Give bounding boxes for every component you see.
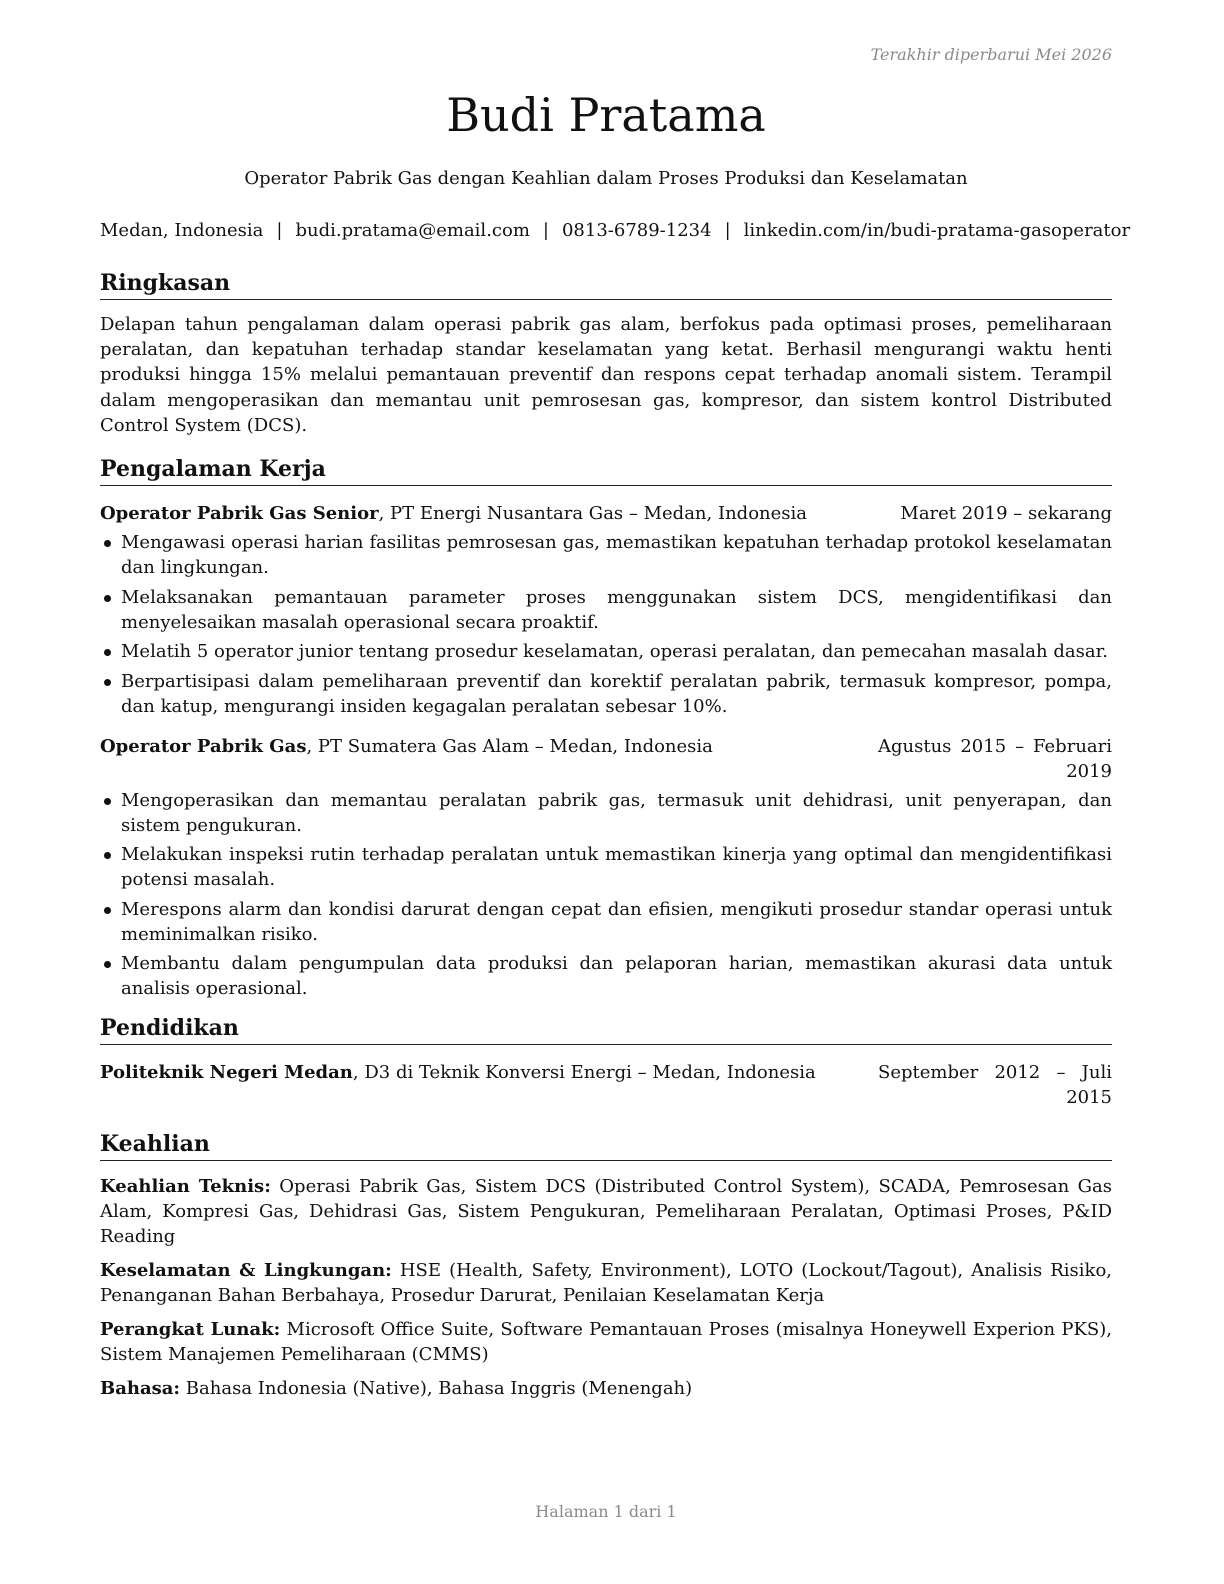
job-dates: Maret 2019 – sekarang	[900, 503, 1112, 525]
tagline: Operator Pabrik Gas dengan Keahlian dalam Proses Produksi dan Keselamatan	[244, 168, 968, 189]
list-item: Melakukan inspeksi rutin terhadap peralatan untuk memastikan kinerja yang optimal dan mengidentifikasi potensi masalah.	[100, 842, 1112, 892]
candidate-name: Budi Pratama	[446, 88, 766, 142]
skill-group	[100, 1376, 1112, 1401]
summary-text: Delapan tahun pengalaman dalam operasi pabrik gas alam, berfokus pada optimasi proses, pemeliharaan peralatan, dan kepatuhan terhadap standar keselamatan yang ketat. Berhasil mengurangi waktu henti produksi hingga 15% melalui pemantauan preventif dan respons cepat terhadap anomali sistem. Terampil dalam mengoperasikan dan memantau unit pemrosesan gas, kompresor, dan sistem kontrol Distributed Control System (DCS).	[100, 314, 1112, 436]
skill-text: Bahasa Indonesia (Native), Bahasa Inggris (Menengah)	[180, 1378, 693, 1400]
education-section	[100, 1013, 1112, 1110]
contact-location: Medan, Indonesia	[100, 220, 264, 241]
job-company: , PT Sumatera Gas Alam – Medan, Indonesia	[306, 735, 713, 757]
list-item: Melatih 5 operator junior tentang prosedur keselamatan, operasi peralatan, dan pemecahan masalah dasar.	[100, 639, 1112, 664]
contact-line	[100, 220, 1131, 241]
skill-group	[100, 1174, 1112, 1249]
contact-email[interactable]: budi.pratama@email.com	[295, 220, 530, 241]
job-company: , PT Energi Nusantara Gas – Medan, Indonesia	[378, 503, 808, 525]
skill-group	[100, 1317, 1112, 1367]
job-entry	[100, 501, 1112, 719]
job-header	[100, 501, 1112, 526]
experience-section	[100, 454, 1112, 1001]
skills-section	[100, 1129, 1112, 1401]
job-role: Operator Pabrik Gas Senior	[100, 503, 379, 525]
skill-label: Bahasa:	[100, 1378, 181, 1400]
education-school: Politeknik Negeri Medan	[100, 1062, 353, 1084]
job-dates: Agustus 2015 – Februari 2019	[878, 735, 1112, 782]
contact-separator: |	[724, 220, 731, 241]
list-item: Membantu dalam pengumpulan data produksi dan pelaporan harian, memastikan akurasi data untuk analisis operasional.	[100, 951, 1112, 1001]
list-item: Merespons alarm dan kondisi darurat dengan cepat dan efisien, mengikuti prosedur standar operasi untuk meminimalkan risiko.	[100, 897, 1112, 947]
skill-text: HSE (Health, Safety, Environment), LOTO (Lockout/Tagout), Analisis Risiko, Penanganan Bahan Berbahaya, Prosedur Darurat, Penilaian Keselamatan Kerja	[100, 1260, 1113, 1307]
list-item: Berpartisipasi dalam pemeliharaan preventif dan korektif peralatan pabrik, termasuk kompresor, pompa, dan katup, mengurangi insiden kegagalan peralatan sebesar 10%.	[100, 669, 1112, 719]
resume-page	[100, 0, 1131, 1584]
contact-separator: |	[276, 220, 283, 241]
page-number: Halaman 1 dari 1	[535, 1502, 677, 1521]
section-title-summary: Ringkasan	[100, 268, 1112, 300]
skill-label: Keahlian Teknis:	[100, 1176, 271, 1198]
skill-text: Operasi Pabrik Gas, Sistem DCS (Distributed Control System), SCADA, Pemrosesan Gas Alam, Kompresi Gas, Dehidrasi Gas, Sistem Pengukuran, Pemeliharaan Peralatan, Optimasi Proses, P&ID Reading	[100, 1176, 1112, 1248]
list-item: Melaksanakan pemantauan parameter proses menggunakan sistem DCS, mengidentifikasi dan menyelesaikan masalah operasional secara proaktif.	[100, 585, 1112, 635]
job-bullets	[100, 530, 1112, 719]
section-title-skills: Keahlian	[100, 1129, 1112, 1161]
list-item: Mengoperasikan dan memantau peralatan pabrik gas, termasuk unit dehidrasi, unit penyerapan, dan sistem pengukuran.	[100, 788, 1112, 838]
skill-group	[100, 1258, 1112, 1308]
education-dates: September 2012 – Juli 2015	[878, 1062, 1112, 1109]
skill-text: Microsoft Office Suite, Software Pemantauan Proses (misalnya Honeywell Experion PKS), Sistem Manajemen Pemeliharaan (CMMS)	[100, 1319, 1112, 1366]
last-updated: Terakhir diperbarui Mei 2026	[870, 45, 1112, 64]
section-title-education: Pendidikan	[100, 1013, 1112, 1045]
section-title-experience: Pengalaman Kerja	[100, 454, 1112, 486]
job-role: Operator Pabrik Gas	[100, 735, 307, 757]
job-header	[100, 734, 1112, 784]
summary-section	[100, 268, 1112, 438]
education-entry	[100, 1060, 1112, 1110]
education-detail: , D3 di Teknik Konversi Energi – Medan, Indonesia	[352, 1062, 816, 1084]
skill-label: Perangkat Lunak:	[100, 1319, 281, 1341]
contact-linkedin[interactable]: linkedin.com/in/budi-pratama-gasoperator	[743, 220, 1131, 241]
list-item: Mengawasi operasi harian fasilitas pemrosesan gas, memastikan kepatuhan terhadap protokol keselamatan dan lingkungan.	[100, 530, 1112, 580]
skill-label: Keselamatan & Lingkungan:	[100, 1260, 392, 1282]
contact-separator: |	[542, 220, 549, 241]
job-entry	[100, 734, 1112, 1002]
job-bullets	[100, 788, 1112, 1002]
resume-body	[100, 268, 1112, 1401]
contact-phone: 0813-6789-1234	[561, 220, 712, 241]
